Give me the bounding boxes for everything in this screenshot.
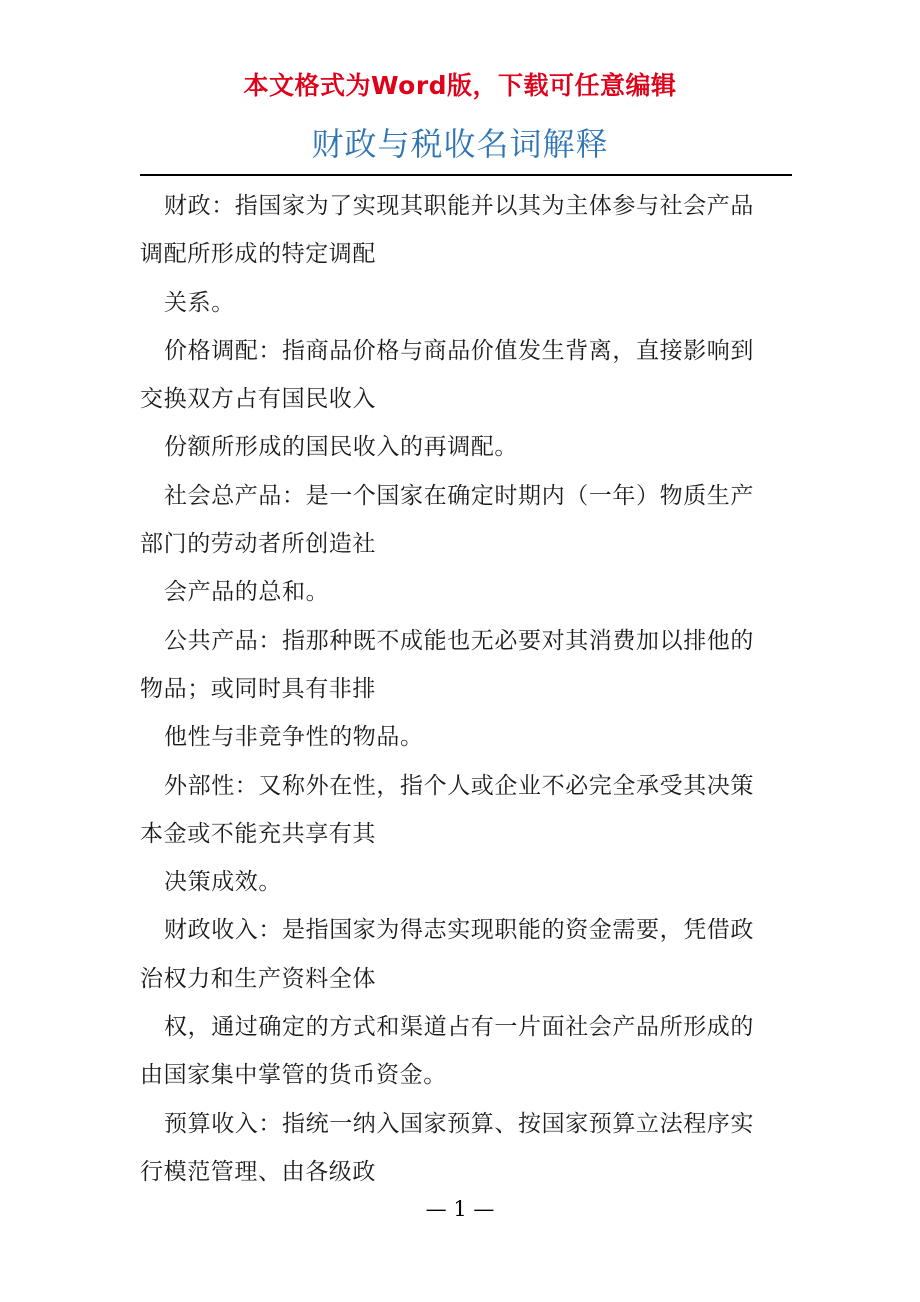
format-banner: 本文格式为Word版，下载可任意编辑	[243, 71, 677, 100]
text-line: 财政收入：是指国家为得志实现职能的资金需要，凭借政	[164, 917, 754, 944]
text-line: 价格调配：指商品价格与商品价值发生背离，直接影响到	[164, 337, 754, 364]
page-number: — 1 —	[425, 1197, 495, 1221]
text-line: 物品；或同时具有非排	[140, 675, 376, 702]
text-line: 本金或不能充共享有其	[140, 820, 376, 847]
text-line: 由国家集中掌管的货币资金。	[140, 1062, 447, 1089]
text-line: 行模范管理、由各级政	[140, 1158, 376, 1185]
text-line: 关系。	[164, 289, 235, 316]
text-line: 治权力和生产资料全体	[140, 965, 376, 992]
text-line: 预算收入：指统一纳入国家预算、按国家预算立法程序实	[164, 1110, 754, 1137]
text-line: 权，通过确定的方式和渠道占有一片面社会产品所形成的	[164, 1014, 754, 1041]
body-text	[140, 182, 784, 1196]
text-line: 份额所形成的国民收入的再调配。	[164, 434, 518, 461]
text-line: 会产品的总和。	[164, 579, 330, 606]
text-line: 财政：指国家为了实现其职能并以其为主体参与社会产品	[164, 193, 754, 219]
text-line: 社会总产品：是一个国家在确定时期内（一年）物质生产	[164, 482, 754, 509]
text-line: 公共产品：指那种既不成能也无必要对其消费加以排他的	[164, 627, 754, 654]
text-line: 他性与非竞争性的物品。	[164, 724, 424, 751]
text-line: 外部性：又称外在性，指个人或企业不必完全承受其决策	[164, 772, 754, 799]
text-line: 部门的劳动者所创造社	[140, 531, 376, 558]
page-title: 财政与税收名词解释	[311, 125, 609, 163]
text-line: 交换双方占有国民收入	[140, 386, 376, 413]
text-line: 决策成效。	[164, 869, 282, 896]
title-divider	[140, 174, 792, 176]
text-line: 调配所形成的特定调配	[140, 241, 376, 268]
